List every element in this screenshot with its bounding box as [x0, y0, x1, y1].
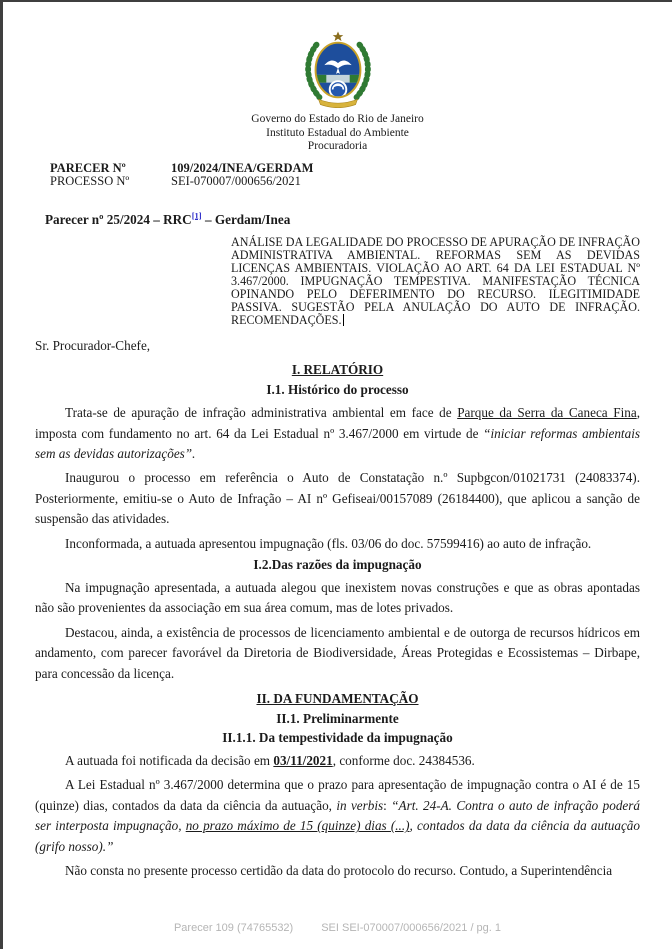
- paragraph: [35, 623, 640, 684]
- section-heading: II.1. Preliminarmente: [276, 711, 399, 727]
- text-segment: , imposta com fundamento no art. 64 da Lei Estadual nº 3.467/2000 em virtude de: [35, 405, 640, 441]
- page-content: [3, 30, 672, 881]
- processo-number-value: SEI-070007/000656/2021: [171, 174, 301, 188]
- org-line-department: Procuradoria: [307, 140, 368, 152]
- text-segment: , conforme doc. 24384536.: [332, 753, 475, 769]
- text-segment: Não consta no presente processo certidão da data do protocolo do recurso. Contudo, a Superintendência: [65, 863, 613, 879]
- salutation: [35, 337, 640, 355]
- paragraph: [35, 751, 640, 771]
- text-segment: in verbis: [336, 797, 384, 813]
- text-segment: Na impugnação apresentada, a autuada alegou que inexistem novas construções e que as obras apontadas não são provenientes da associação em sua área comum, mas de lotes privados.: [35, 580, 640, 616]
- text-segment: ANÁLISE DA LEGALIDADE DO PROCESSO DE APURAÇÃO DE INFRAÇÃO ADMINISTRATIVA AMBIENTAL. REFORMAS SEM AS DEVIDAS LICENÇAS AMBIENTAIS. VIOLAÇÃO AO ART. 64 DA LEI ESTADUAL Nº 3.467/2000. IMPUGNAÇÃO TEMPESTIVA. MANIFESTAÇÃO TÉCNICA OPINANDO PELO DEFERIMENTO DO RECURSO. ILEGITIMIDADE PASSIVA. SUGESTÃO PELA ANULAÇÃO DO AUTO DE INFRAÇÃO. RECOMENDAÇÕES.: [231, 234, 640, 328]
- paragraph: [35, 578, 640, 619]
- rio-coat-of-arms-icon: [297, 30, 379, 108]
- document-title: [45, 211, 640, 228]
- text-segment: Inaugurou o processo em referência o Auto de Constatação n.º Supbgcon/01021731 (24083374). Posteriormente, emitiu-se o Auto de Infração – AI nº Gefiseai/00157089 (26184400), que aplicou a sanção de suspensão das atividades.: [35, 470, 640, 527]
- footnote-ref-link[interactable]: [1]: [191, 210, 202, 221]
- text-segment: “iniciar reformas ambientais sem as devidas autorizações”.: [35, 425, 640, 461]
- text-segment: A autuada foi notificada da decisão em: [65, 753, 274, 769]
- paragraph: [35, 403, 640, 464]
- paragraph: [35, 861, 640, 881]
- text-segment: Sr. Procurador-Chefe,: [35, 338, 151, 354]
- page-footer: [3, 922, 672, 934]
- logo-container: [35, 30, 640, 113]
- text-segment: Destacou, ainda, a existência de processos de licenciamento ambiental e de outorga de recursos hídricos em andamento, com parecer favorável da Diretoria de Biodiversidade, Áreas Protegidas e Ecossistemas – Dirbape, para concessão da licença.: [35, 624, 640, 681]
- text-segment: – Gerdam/Inea: [201, 211, 291, 227]
- text-segment: Parque da Serra da Caneca Fina: [457, 405, 637, 421]
- section-heading: I.1. Histórico do processo: [266, 382, 409, 398]
- section-heading: I. RELATÓRIO: [291, 362, 384, 378]
- section-heading: I.2.Das razões da impugnação: [253, 557, 422, 572]
- footer-sei-page-ref: SEI SEI-070007/000656/2021 / pg. 1: [321, 922, 502, 934]
- org-line-institute: Instituto Estadual do Ambiente: [266, 126, 409, 139]
- section-heading: II.1.1. Da tempestividade da impugnação: [222, 730, 453, 746]
- footer-document-ref: Parecer 109 (74765532): [173, 922, 294, 934]
- text-segment: 03/11/2021: [273, 753, 333, 769]
- ementa-summary: [231, 236, 640, 328]
- text-segment: :: [383, 797, 392, 813]
- section-heading: II. DA FUNDAMENTAÇÃO: [256, 691, 419, 707]
- parecer-number-label: PARECER Nº: [50, 160, 126, 175]
- document-body: [35, 211, 640, 882]
- processo-number-label: PROCESSO Nº: [50, 174, 130, 188]
- org-header: [35, 113, 640, 154]
- text-segment: “Art. 24-A. Contra o auto de infração poderá ser interposta impugnação,: [35, 797, 640, 834]
- org-line-government: Governo do Estado do Rio de Janeiro: [251, 113, 424, 125]
- paragraph: [35, 775, 640, 857]
- text-segment: , contados da data da ciência da autuação (grifo nosso).”: [35, 818, 640, 854]
- paragraph: [35, 534, 640, 554]
- text-cursor: [343, 314, 345, 326]
- paragraph: [35, 468, 640, 529]
- text-segment: no prazo máximo de 15 (quinze) dias (...): [185, 818, 410, 834]
- text-segment: A Lei Estadual nº 3.467/2000 determina que o prazo para apresentação de impugnação contra o AI é de 15 (quinze) dias, contados da data da ciência da autuação,: [35, 777, 640, 813]
- meta-row-parecer: [50, 162, 640, 176]
- parecer-number-value: 109/2024/INEA/GERDAM: [171, 160, 314, 175]
- text-segment: Inconformada, a autuada apresentou impugnação (fls. 03/06 do doc. 57599416) ao auto de infração.: [65, 535, 592, 551]
- document-meta: [50, 162, 640, 189]
- text-segment: Trata-se de apuração de infração administrativa ambiental em face de: [65, 405, 458, 421]
- meta-row-processo: [50, 175, 640, 189]
- text-segment: Parecer nº 25/2024 – RRC: [45, 211, 192, 227]
